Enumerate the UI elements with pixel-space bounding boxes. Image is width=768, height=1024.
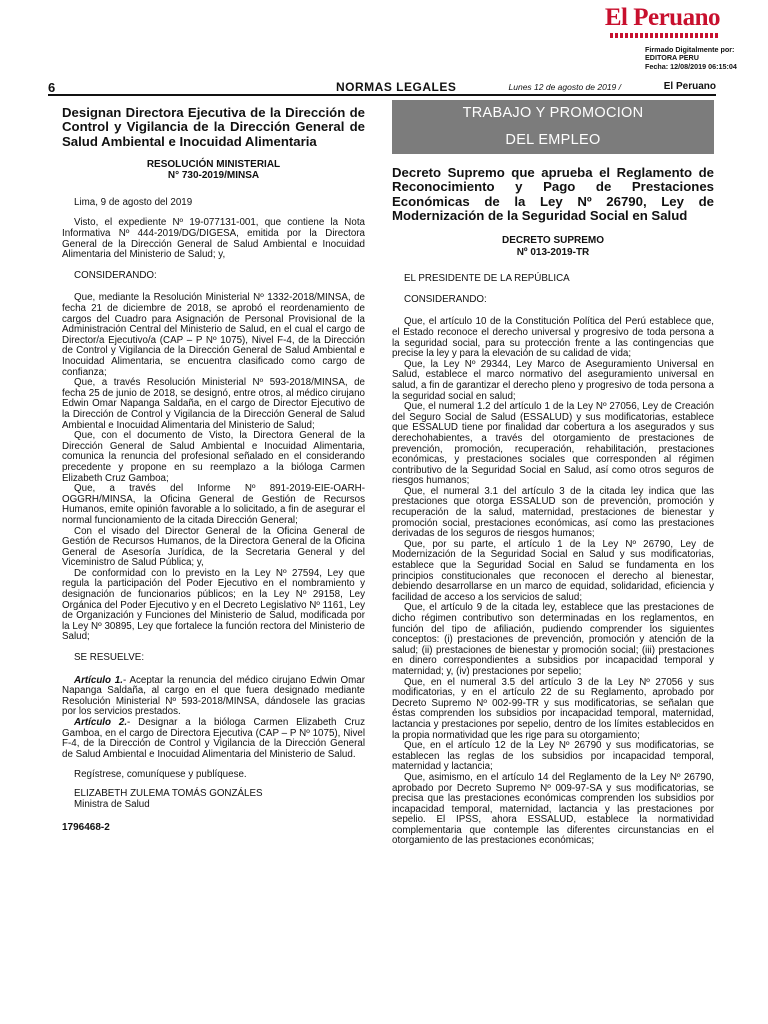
- page-number: 6: [48, 80, 56, 95]
- considerando-paragraph: Que, a través Resolución Ministerial Nº 593-2018/MINSA, de fecha 25 de junio de 2018, se designó, entre otros, al médico cirujano Edwin Omar Napanga Saldaña, en el cargo de Director Ejecutivo de la Dirección de Control y Vigilancia de la Dirección General de Salud Ambiental e Inocuidad Alimentaria del Ministerio de Salud;: [62, 377, 365, 431]
- decree-paragraph: Que, la Ley Nº 29344, Ley Marco de Aseguramiento Universal en Salud, establece el marco normativo del aseguramiento universal en salud, a fin de garantizar el derecho pleno y progresivo de toda persona a la seguridad social en salud;: [392, 358, 714, 402]
- signature-line: EDITORA PERU: [645, 53, 699, 63]
- signer-role: Ministra de Salud: [74, 798, 150, 810]
- header-logo: El Peruano: [663, 81, 716, 92]
- article-1: [62, 676, 365, 718]
- decree-number: Nº 013-2019-TR: [516, 246, 590, 258]
- closing-line: Regístrese, comuníquese y publíquese.: [74, 769, 247, 781]
- section-banner-line: TRABAJO Y PROMOCION: [462, 105, 644, 121]
- decree-paragraph: Que, asimismo, en el artículo 14 del Reglamento de la Ley Nº 26790, aprobado por Decreto Supremo Nº 009-97-SA y sus modificatorias, se precisa que las prestaciones económicas comprenden los subsidios por incapacidad temporal, maternidad, lactancia y las prestaciones por sepelio. El IPSS, ahora ESSALUD, establece la normatividad complementaria que contemple las diferentes circunstancias en el otorgamiento de las prestaciones económicas;: [392, 771, 714, 847]
- considerando-paragraph: Que, a través del Informe Nº 891-2019-EIE-OARH-OGGRH/MINSA, la Oficina General de Gestión de Recursos Humanos, emite opinión favorable a lo solicitado, a fin de asegurar el normal funcionamiento de la citada Dirección General;: [62, 483, 365, 526]
- decree-paragraph: Que, en el artículo 12 de la Ley Nº 26790 y sus modificatorias, se establecen las reglas de los subsidios por incapacidad temporal, maternidad y lactancia;: [392, 740, 714, 773]
- section-title: NORMAS LEGALES: [336, 80, 457, 94]
- resolution-type: RESOLUCIÓN MINISTERIAL: [146, 158, 281, 170]
- considerando-paragraph: Que, mediante la Resolución Ministerial Nº 1332-2018/MINSA, de fecha 21 de diciembre de 2018, se aprobó el reordenamiento de cargos del Cuadro para Asignación de Personal Provisional de la Administración Central del Ministerio de Salud, en el cual el cargo de Director/a Ejecutivo/a (CAP – P Nº 1075), Nivel F-4, de la Dirección de Control y Vigilancia de la Dirección General de Salud Ambiental e Inocuidad Alimentaria, se encuentra clasificado como cargo de confianza;: [62, 292, 365, 378]
- decree-paragraph: Que, el numeral 3.1 del artículo 3 de la citada ley indica que las prestaciones que otorga ESSALUD son de prevención, promoción y recuperación de la salud, maternidad, prestaciones de bienestar y promoción social, prestaciones económicas, así como las prestaciones derivadas de los seguros de riesgos humanos;: [392, 485, 714, 540]
- article-1-text: - Aceptar la renuncia del médico cirujano Edwin Omar Napanga Saldaña, al cargo en el que fuera designado mediante Resolución Ministerial Nº 593-2018/MINSA, dándosele las gracias por los servicios prestados.: [62, 674, 366, 718]
- considerando-paragraph: Que, con el documento de Visto, la Directora General de la Dirección General de Salud Ambiental e Inocuidad Alimentaria, comunica la renuncia del profesional señalado en el considerando precedente y propone en su reemplazo a la bióloga Carmen Elizabeth Cruz Gamboa;: [62, 430, 365, 484]
- decree-type: DECRETO SUPREMO: [501, 235, 605, 247]
- article-1-label: Artículo 1.: [74, 674, 123, 686]
- resuelve-label: SE RESUELVE:: [74, 652, 145, 664]
- decree-paragraph: Que, el artículo 10 de la Constitución Política del Perú establece que, el Estado reconoce el derecho universal y progresivo de toda persona a la seguridad social, para su protección frente a las contingencias que precise la ley y para la elevación de su calidad de vida;: [392, 316, 714, 360]
- considerando-paragraph: Con el visado del Director General de la Oficina General de Gestión de Recursos Humanos, de la Directora General de la Oficina General de Asesoría Jurídica, de la Secretaria General y del Viceministro de Salud Pública; y,: [62, 525, 365, 569]
- signature-line: Fecha: 12/08/2019 06:15:04: [645, 61, 737, 71]
- visto-paragraph: Visto, el expediente Nº 19-077131-001, que contiene la Nota Informativa Nº 444-2019/DG/DIGESA, emitida por la Directora General de la Dirección General de Salud Ambiental e Inocuidad Alimentaria del Ministerio de Salud; y,: [62, 217, 365, 261]
- article-2: [62, 718, 365, 760]
- article-2-label: Artículo 2.: [74, 717, 128, 729]
- considerando-paragraph: De conformidad con lo previsto en la Ley Nº 27594, Ley que regula la participación del Poder Ejecutivo en el nombramiento y designación de funcionarios públicos; en la Ley Nº 29158, Ley Orgánica del Poder Ejecutivo y en el Decreto Legislativo Nº 1161, Ley de Organización y Funciones del Ministerio de Salud, modificada por la Ley Nº 30895, Ley que fortalece la función rectora del Ministerio de Salud;: [62, 567, 365, 643]
- article-2-text: - Designar a la bióloga Carmen Elizabeth Cruz Gamboa, en el cargo de Directora Ejecutiva (CAP – P Nº 1075), Nivel F-4, de la Dirección de Control y Vigilancia de la Dirección General de Salud Ambiental e Inocuidad Alimentaria del Ministerio de Salud.: [62, 717, 365, 760]
- page-header: [48, 80, 716, 96]
- date-line: Lima, 9 de agosto del 2019: [74, 196, 193, 208]
- digital-signature: [645, 46, 737, 71]
- signer-name: ELIZABETH ZULEMA TOMÁS GONZÁLES: [74, 787, 263, 799]
- president-line: EL PRESIDENTE DE LA REPÚBLICA: [404, 273, 570, 285]
- considerando-label: CONSIDERANDO:: [74, 269, 157, 281]
- article-title: Designan Directora Ejecutiva de la Dirección de Control y Vigilancia de la Dirección General de Salud Ambiental e Inocuidad Alimentaria: [62, 105, 365, 149]
- section-banner-line: DEL EMPLEO: [505, 132, 601, 148]
- section-banner: [392, 100, 714, 154]
- right-column: [392, 100, 714, 847]
- decree-paragraph: Que, el artículo 9 de la citada ley, establece que las prestaciones de dicho régimen contributivo son determinadas en los reglamentos, en función del tipo de afiliación, pudiendo comprender los siguientes conceptos: (i) prestaciones de prevención, promoción y atención de la salud; (ii) prestaciones de bienestar y promoción social; (iii) prestaciones en dinero correspondientes a subsidios por incapacidad temporal y maternidad; y, (iv) prestaciones por sepelio;: [392, 602, 714, 677]
- resolution-number: N° 730-2019/MINSA: [167, 170, 260, 182]
- signature-line: Firmado Digitalmente por:: [645, 45, 735, 54]
- decree-title: Decreto Supremo que aprueba el Reglamento de Reconocimiento y Pago de Prestaciones Económicas de la Ley Nº 26790, Ley de Modernización de la Seguridad Social en Salud: [392, 165, 714, 223]
- el-peruano-logo: El Peruano: [604, 4, 720, 31]
- left-column: [62, 100, 365, 833]
- decree-paragraph: Que, el numeral 1.2 del artículo 1 de la Ley Nº 27056, Ley de Creación del Seguro Social de Salud (ESSALUD) y sus modificatorias, establece que ESSALUD tiene por finalidad dar cobertura a los asegurados y sus derechohabientes, a través del otorgamiento de prestaciones de prevención, promoción, recuperación, rehabilitación, prestaciones económicas, y prestaciones sociales que corresponden al régimen contributivo de la Seguridad Social en Salud, así como otros seguros de riesgos humanos;: [392, 401, 714, 487]
- decree-paragraph: Que, en el numeral 3.5 del artículo 3 de la Ley Nº 27056 y sus modificatorias, y en el artículo 22 de su Reglamento, aprobado por Decreto Supremo Nº 002-99-TR y sus modificatorias, se señalan que éstas comprenden los subsidios por incapacidad temporal, maternidad, lactancia y prestaciones por sepelio, dentro de los límites establecidos en la propia normatividad que les rige para su otorgamiento;: [392, 676, 714, 741]
- resolution-heading: [62, 159, 365, 182]
- logo-stripe: [610, 33, 720, 38]
- considerando-label: CONSIDERANDO:: [404, 293, 487, 305]
- decree-heading: [392, 235, 714, 258]
- masthead: [0, 0, 768, 78]
- decree-paragraph: Que, por su parte, el artículo 1 de la Ley Nº 26790, Ley de Modernización de la Seguridad Social en Salud y sus modificatorias, establece que la Seguridad Social en Salud se fundamenta en los principios constitucionales que reconocen el derecho al bienestar, debiendo desarrollarse en un marco de equidad, solidaridad, eficiencia y facilidad de acceso a los servicios de salud;: [392, 538, 714, 603]
- publication-code: 1796468-2: [62, 822, 110, 834]
- issue-date: Lunes 12 de agosto de 2019 /: [508, 82, 621, 92]
